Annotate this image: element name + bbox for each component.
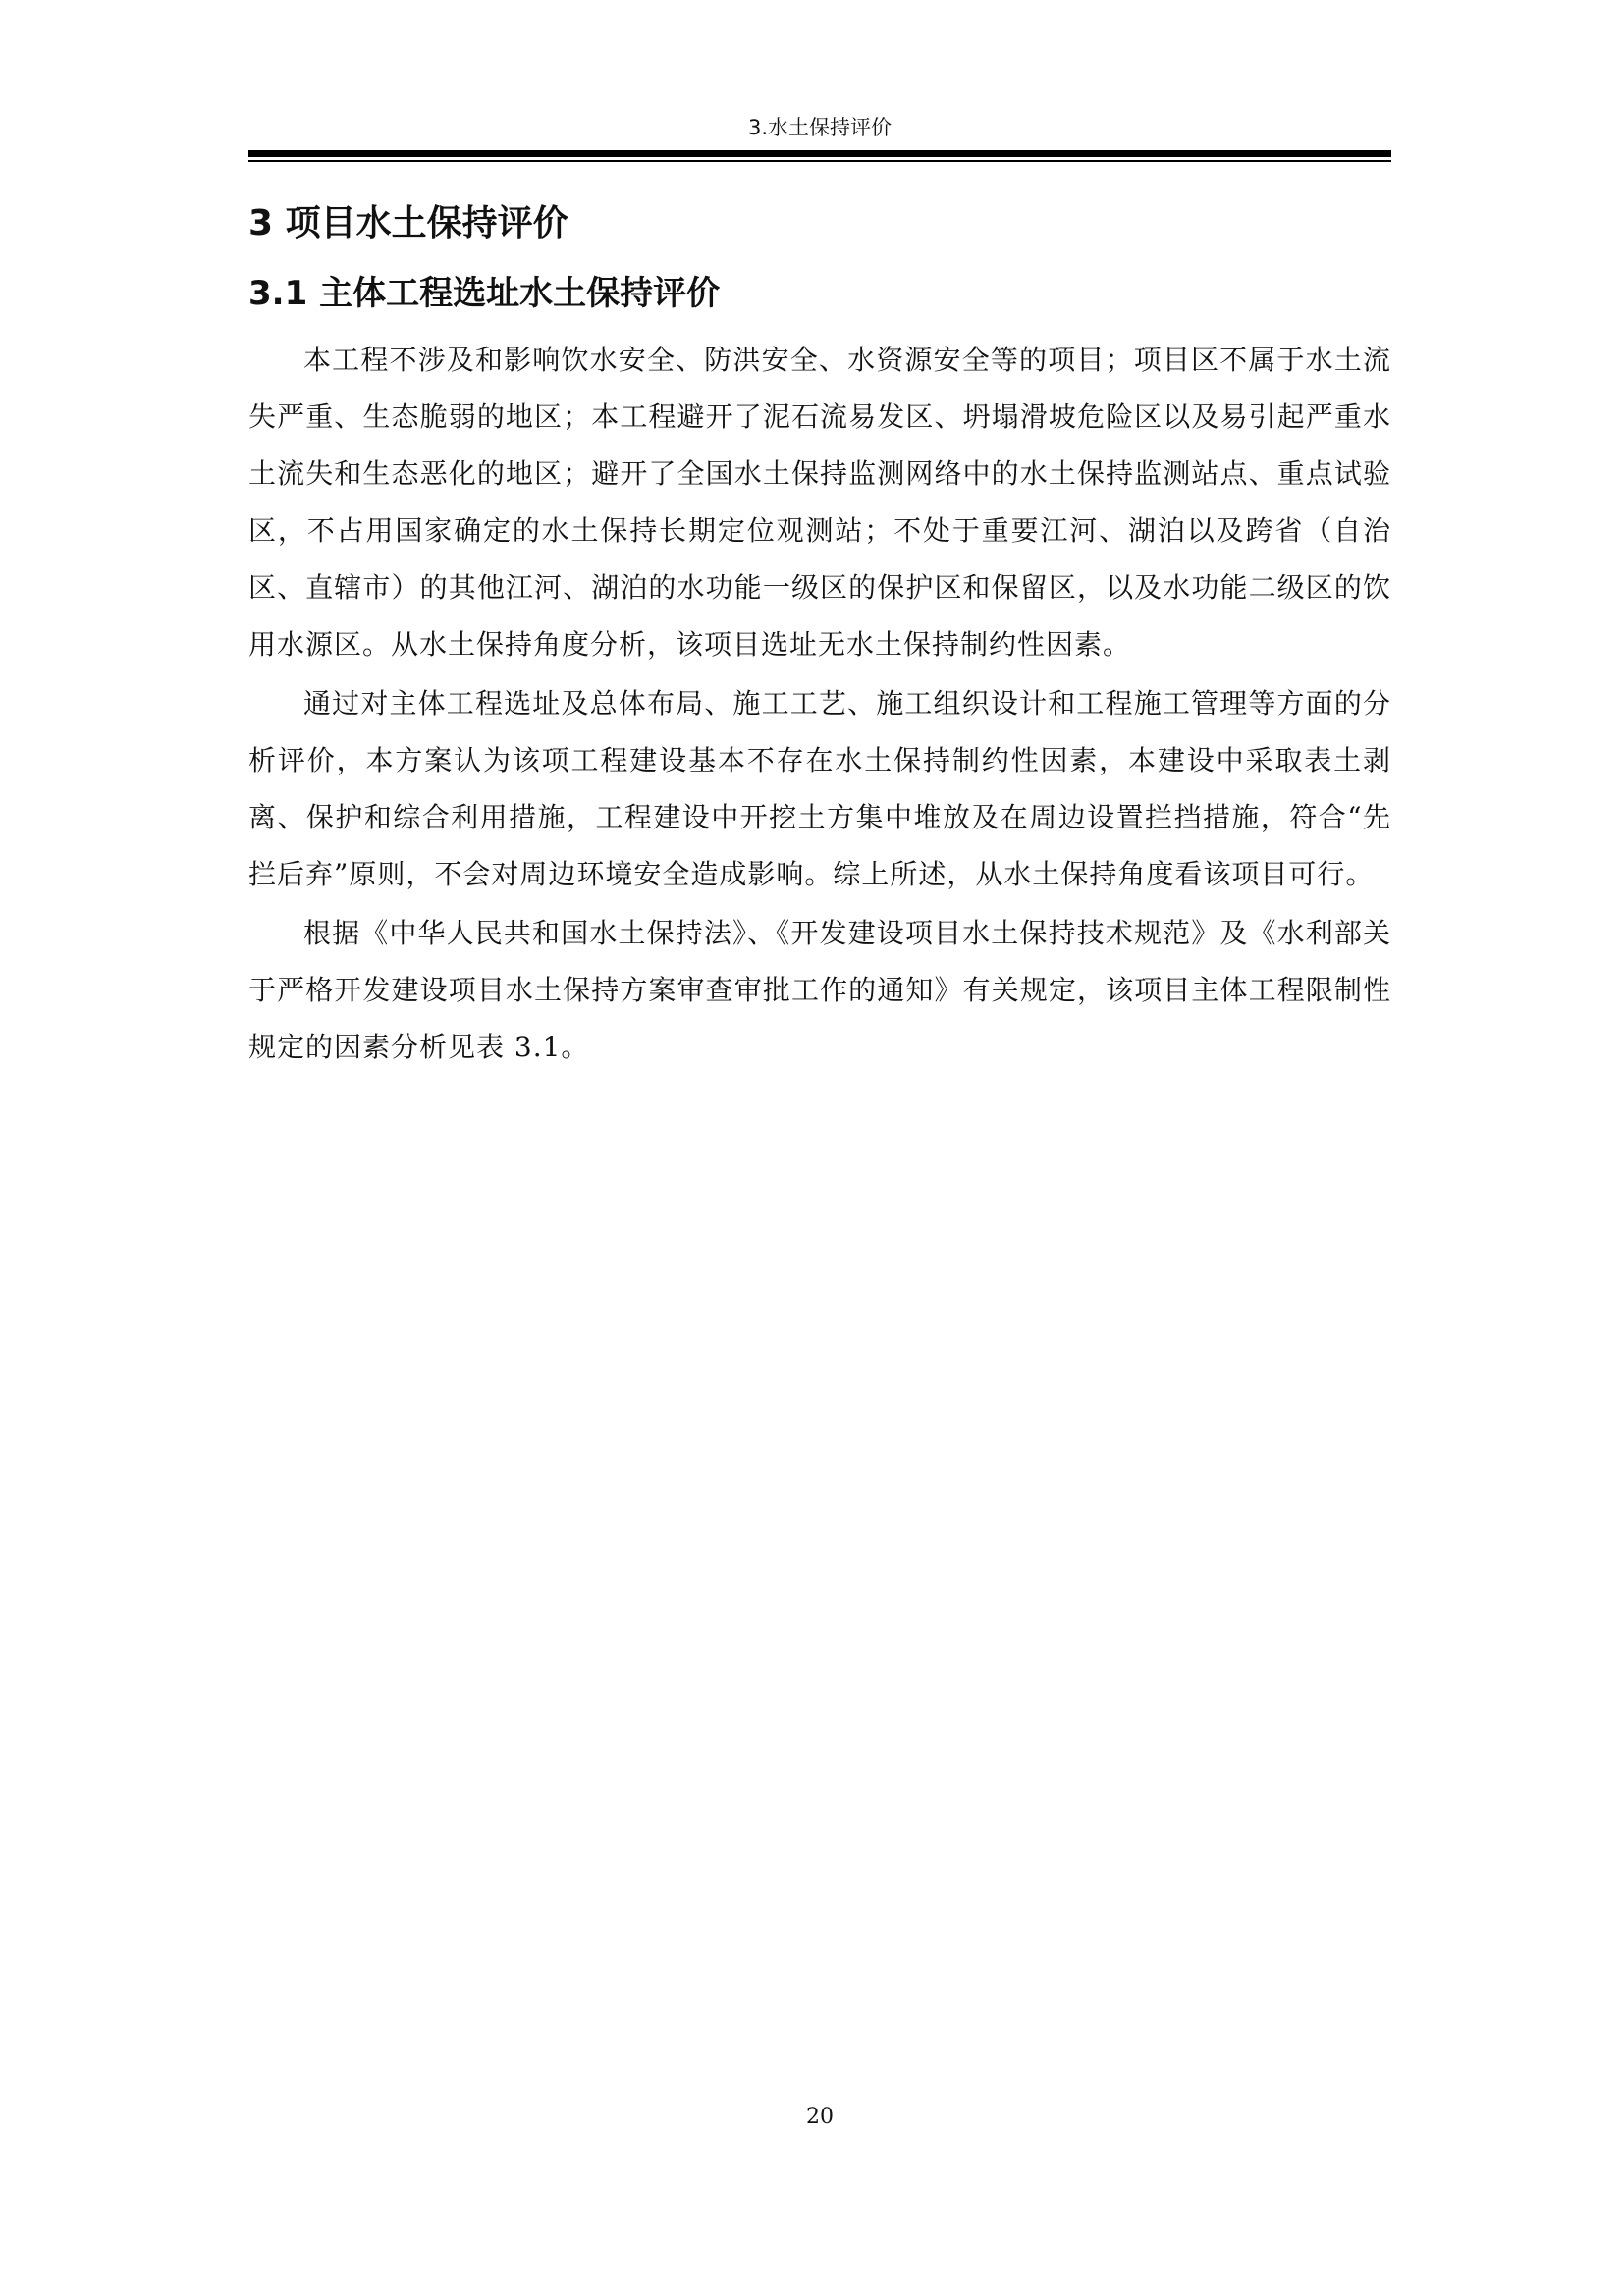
page-body [248, 196, 1391, 1078]
body-paragraph: 本工程不涉及和影响饮水安全、防洪安全、水资源安全等的项目；项目区不属于水土流失严重、生态脆弱的地区；本工程避开了泥石流易发区、坍塌滑坡危险区以及易引起严重水土流失和生态恶化的地区；避开了全国水土保持监测网络中的水土保持监测站点、重点试验区，不占用国家确定的水土保持长期定位观测站；不处于重要江河、湖泊以及跨省（自治区、直辖市）的其他江河、湖泊的水功能一级区的保护区和保留区，以及水功能二级区的饮用水源区。从水土保持角度分析，该项目选址无水土保持制约性因素。 [248, 344, 1391, 661]
running-header: 3.水土保持评价 [747, 116, 893, 139]
chapter-title: 3 项目水土保持评价 [248, 203, 568, 243]
header-rule-thin [248, 160, 1391, 162]
header-rule [248, 150, 1391, 157]
body-paragraph: 通过对主体工程选址及总体布局、施工工艺、施工组织设计和工程施工管理等方面的分析评价，本方案认为该项工程建设基本不存在水土保持制约性因素，本建设中采取表土剥离、保护和综合利用措施，工程建设中开挖土方集中堆放及在周边设置拦挡措施，符合“先拦后弃”原则，不会对周边环境安全造成影响。综上所述，从水土保持角度看该项目可行。 [248, 687, 1391, 890]
section-title: 3.1 主体工程选址水土保持评价 [248, 274, 721, 313]
body-paragraph: 根据《中华人民共和国水土保持法》、《开发建设项目水土保持技术规范》及《水利部关于严格开发建设项目水土保持方案审查审批工作的通知》有关规定，该项目主体工程限制性规定的因素分析见表 3.1。 [248, 917, 1391, 1063]
page-number: 20 [806, 2105, 834, 2129]
